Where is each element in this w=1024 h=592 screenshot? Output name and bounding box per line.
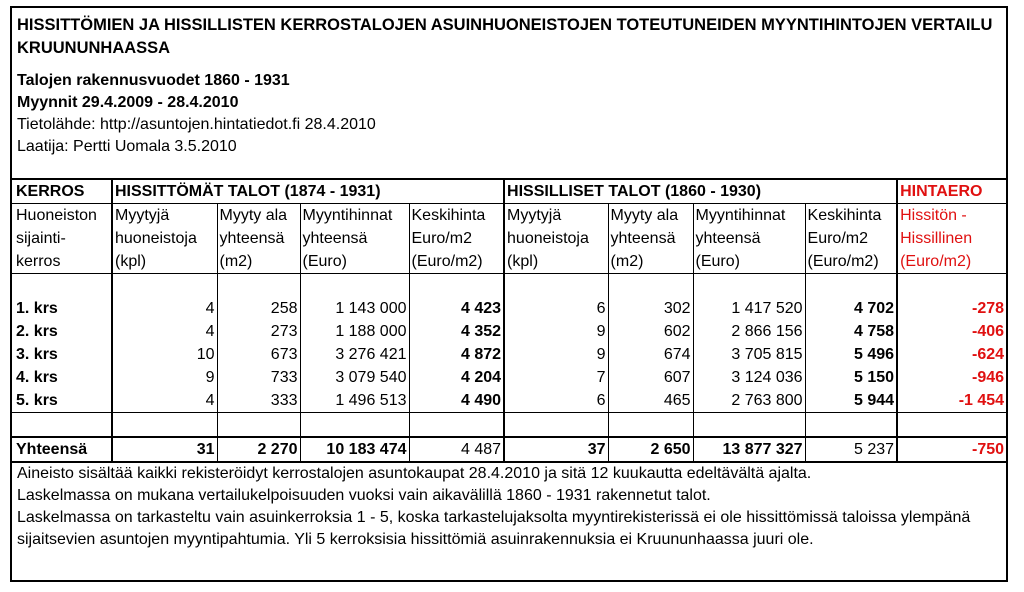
table-cell: 2 866 156 <box>693 320 805 343</box>
table-row <box>12 389 1006 413</box>
total-cell: 37 <box>504 437 608 462</box>
table-cell: 4 <box>112 297 217 320</box>
sales-line: Myynnit 29.4.2009 - 28.4.2010 <box>17 94 239 111</box>
header-cell: Myyntihinnat <box>300 204 409 228</box>
table-row <box>12 366 1006 389</box>
total-cell: 31 <box>112 437 217 462</box>
header-cell: (Euro/m2) <box>897 250 1006 274</box>
table-cell: 733 <box>217 366 300 389</box>
table-cell: 465 <box>608 389 693 413</box>
table-cell: 9 <box>504 320 608 343</box>
table-cell: 5. krs <box>16 391 58 409</box>
header-cell: Myyntihinnat <box>693 204 805 228</box>
table-cell: 5 496 <box>805 343 897 366</box>
table-cell: 4 <box>112 389 217 413</box>
header-cell: (m2) <box>217 250 300 274</box>
header-cell: Huoneiston <box>12 204 112 228</box>
total-cell: 13 877 327 <box>693 437 805 462</box>
table-row <box>12 343 1006 366</box>
table-cell: 3 079 540 <box>300 366 409 389</box>
group-kerros: KERROS <box>12 179 112 204</box>
spacer-row <box>12 413 1006 438</box>
table-cell: 4 204 <box>409 366 504 389</box>
spacer-row <box>12 274 1006 298</box>
table-cell: 3 276 421 <box>300 343 409 366</box>
group-no-lift: HISSITTÖMÄT TALOT (1874 - 1931) <box>112 179 504 204</box>
table-cell: 333 <box>217 389 300 413</box>
table-cell: 1 417 520 <box>693 297 805 320</box>
footnote-3: Laskelmassa on tarkasteltu vain asuinkerroksia 1 - 5, koska tarkastelujaksolta myyntirekisterissä ei ole hissittömissä taloissa ylempänä sijaitsevien asuntojen myyntipahtumia. Yli 5 kerroksisia hissittömiä asuinrakennuksia ei Kruununhaassa juuri ole. <box>17 509 971 548</box>
table-cell: -278 <box>897 297 1006 320</box>
table-cell: 258 <box>217 297 300 320</box>
footnote-1: Aineisto sisältää kaikki rekisteröidyt kerrostalojen asuntokaupat 28.4.2010 ja sitä 12 kuukautta edeltävältä ajalta. <box>17 465 812 482</box>
header-cell: (kpl) <box>112 250 217 274</box>
header-cell: yhteensä <box>217 227 300 250</box>
header-cell: Hissillinen <box>897 227 1006 250</box>
table-cell: 1 188 000 <box>300 320 409 343</box>
header-cell: (Euro/m2) <box>805 250 897 274</box>
total-cell: 5 237 <box>805 437 897 462</box>
header-cell: Hissitön - <box>897 204 1006 228</box>
table-cell: 1. krs <box>16 299 58 317</box>
data-rows <box>12 297 1006 413</box>
footnote-2: Laskelmassa on mukana vertailukelpoisuuden vuoksi vain aikavälillä 1860 - 1931 rakennetut talot. <box>17 487 711 504</box>
table-cell: 7 <box>504 366 608 389</box>
header-cell: Keskihinta <box>409 204 504 228</box>
total-cell: -750 <box>897 437 1006 462</box>
table-cell: 10 <box>112 343 217 366</box>
table-cell: 4 490 <box>409 389 504 413</box>
table-cell: 4 758 <box>805 320 897 343</box>
table-cell: 607 <box>608 366 693 389</box>
table-cell: 4. krs <box>16 368 58 386</box>
table-cell: 4 423 <box>409 297 504 320</box>
table-cell: 3 124 036 <box>693 366 805 389</box>
table-cell: 674 <box>608 343 693 366</box>
table-cell: -406 <box>897 320 1006 343</box>
group-diff: HINTAERO <box>897 179 1006 204</box>
table-cell: 3. krs <box>16 345 58 363</box>
table-cell: 673 <box>217 343 300 366</box>
footnotes <box>17 463 1002 551</box>
author-line: Laatija: Pertti Uomala 3.5.2010 <box>17 138 237 155</box>
total-cell: 2 650 <box>608 437 693 462</box>
header-cell: (Euro) <box>693 250 805 274</box>
table-cell: 1 496 513 <box>300 389 409 413</box>
table-cell: 602 <box>608 320 693 343</box>
header-cell: (kpl) <box>504 250 608 274</box>
total-cell: Yhteensä <box>12 437 112 462</box>
table-cell: 5 150 <box>805 366 897 389</box>
table-cell: 4 <box>112 320 217 343</box>
group-lift: HISSILLISET TALOT (1860 - 1930) <box>504 179 897 204</box>
table-cell: 302 <box>608 297 693 320</box>
header <box>17 14 1002 158</box>
table-cell: 6 <box>504 389 608 413</box>
header-cell: Myyty ala <box>608 204 693 228</box>
header-cell: kerros <box>16 252 61 270</box>
group-header-row <box>12 179 1006 204</box>
table-cell: -624 <box>897 343 1006 366</box>
total-cell: 4 487 <box>409 437 504 462</box>
header-cell: huoneistoja <box>112 227 217 250</box>
header-cell: Euro/m2 <box>805 227 897 250</box>
header-cell: Keskihinta <box>805 204 897 228</box>
table-cell: -1 454 <box>897 389 1006 413</box>
total-cell: 10 183 474 <box>300 437 409 462</box>
header-cell: Euro/m2 <box>409 227 504 250</box>
table-cell: 9 <box>504 343 608 366</box>
header-cell: Myytyjä <box>112 204 217 228</box>
table-cell: 4 352 <box>409 320 504 343</box>
header-cell: Myyty ala <box>217 204 300 228</box>
table-cell: 4 872 <box>409 343 504 366</box>
document-frame <box>10 6 1008 582</box>
source-line: Tietolähde: http://asuntojen.hintatiedot.fi 28.4.2010 <box>17 116 376 133</box>
table-cell: 1 143 000 <box>300 297 409 320</box>
header-cell: yhteensä <box>608 227 693 250</box>
table-cell: 4 702 <box>805 297 897 320</box>
table-cell: 3 705 815 <box>693 343 805 366</box>
years-line: Talojen rakennusvuodet 1860 - 1931 <box>17 72 290 89</box>
header-cell: (Euro/m2) <box>409 250 504 274</box>
header-cell: yhteensä <box>300 227 409 250</box>
header-cell: sijainti- <box>16 229 66 247</box>
header-cell: Myytyjä <box>504 204 608 228</box>
table-cell: 6 <box>504 297 608 320</box>
table-row <box>12 320 1006 343</box>
subheader-row-1 <box>12 204 1006 228</box>
table-cell: 2 763 800 <box>693 389 805 413</box>
total-row <box>12 437 1006 462</box>
table-row <box>12 297 1006 320</box>
header-cell: (m2) <box>608 250 693 274</box>
table-cell: 273 <box>217 320 300 343</box>
subheader-row-3 <box>12 250 1006 274</box>
price-table <box>12 178 1006 463</box>
table-cell: 2. krs <box>16 322 58 340</box>
header-cell: yhteensä <box>693 227 805 250</box>
total-cell: 2 270 <box>217 437 300 462</box>
header-cell: (Euro) <box>300 250 409 274</box>
table-cell: -946 <box>897 366 1006 389</box>
table-cell: 5 944 <box>805 389 897 413</box>
header-cell: huoneistoja <box>504 227 608 250</box>
meta-block <box>17 70 1002 158</box>
table-cell: 9 <box>112 366 217 389</box>
subheader-row-2 <box>12 227 1006 250</box>
page-title: HISSITTÖMIEN JA HISSILLISTEN KERROSTALOJEN ASUINHUONEISTOJEN TOTEUTUNEIDEN MYYNTIHINTOJEN VERTAILU KRUUNUNHAASSA <box>17 16 993 57</box>
